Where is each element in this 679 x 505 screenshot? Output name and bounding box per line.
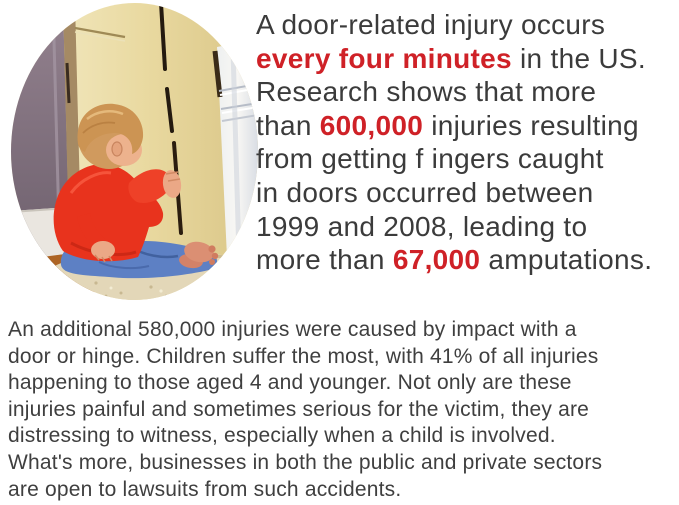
body-line: distressing to witness, especially when a child is involved. [8, 424, 556, 448]
stat-600000-injuries: 600,000 [319, 109, 424, 141]
headline-text: in the US. [511, 42, 646, 74]
headline-text: A door-related injury occurs [256, 9, 606, 40]
stat-every-four-minutes: every four minutes [256, 42, 512, 74]
headline-line [256, 142, 652, 176]
headline-line [256, 109, 652, 143]
body-line: are open to lawsuits from such accidents. [8, 477, 402, 501]
headline-text: amputations. [480, 244, 653, 276]
toddler-ear [112, 142, 122, 156]
headline-text: more than [256, 244, 393, 276]
headline [256, 8, 652, 277]
body-line: door or hinge. Children suffer the most, with 41% of all injuries [8, 344, 599, 368]
headline-line [256, 210, 652, 244]
stat-67000-amputations: 67,000 [392, 244, 481, 276]
headline-text: from getting f ingers caught [256, 143, 604, 175]
body-line: happening to those aged 4 and younger. Not only are these [8, 371, 572, 395]
body-line: injuries painful and sometimes serious for the victim, they are [8, 397, 590, 421]
headline-line [256, 176, 652, 210]
toddler-head [78, 104, 144, 169]
headline-text: 1999 and 2008, leading to [256, 210, 588, 242]
headline-text: injuries resulting [423, 109, 639, 141]
body-line: An additional 580,000 injuries were caused by impact with a [8, 318, 577, 341]
toddler-left-hand [91, 241, 115, 259]
headline-text: Research shows that more [256, 76, 597, 108]
headline-text: in doors occurred between [256, 176, 594, 208]
headline-line [256, 42, 652, 76]
body-line: What's more, businesses in both the public and private sectors [8, 450, 603, 474]
headline-text: than [256, 109, 320, 141]
toddler-door-photo [11, 3, 258, 300]
photo-illustration [11, 3, 258, 300]
headline-line [256, 243, 652, 277]
headline-line [256, 8, 652, 42]
body-paragraph [8, 317, 602, 503]
headline-line [256, 75, 652, 109]
